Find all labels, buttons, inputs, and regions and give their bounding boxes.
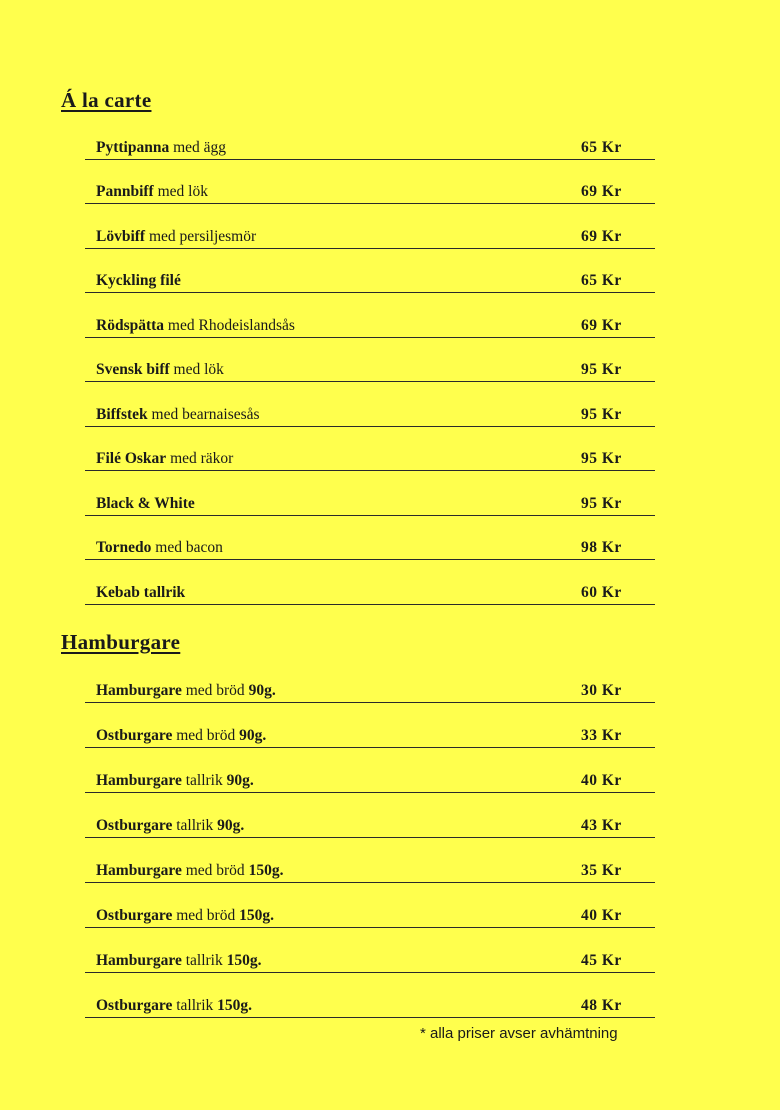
menu-item [85, 404, 655, 427]
menu-item [85, 270, 655, 293]
menu-item [85, 680, 655, 703]
section-title-a-la-carte: Á la carte [61, 88, 152, 112]
item-price: 95 Kr [581, 495, 622, 512]
menu-item [85, 537, 655, 560]
menu-item [85, 815, 655, 838]
menu-item [85, 950, 655, 973]
item-name: Rödspätta med Rhodeislandsås [96, 317, 295, 334]
item-price: 95 Kr [581, 361, 622, 378]
footnote: * alla priser avser avhämtning [420, 1025, 618, 1042]
item-name: Kebab tallrik [96, 584, 186, 601]
menu-item [85, 181, 655, 204]
item-name: Pannbiff med lök [96, 183, 208, 200]
item-name: Hamburgare tallrik 150g. [96, 952, 262, 969]
item-name: Hamburgare med bröd 150g. [96, 862, 284, 879]
menu-item [85, 905, 655, 928]
item-price: 35 Kr [581, 862, 622, 879]
item-price: 95 Kr [581, 406, 622, 423]
item-name: Filé Oskar med räkor [96, 450, 234, 467]
item-name: Ostburgare tallrik 90g. [96, 817, 245, 834]
item-name: Pyttipanna med ägg [96, 139, 227, 156]
menu-item [85, 359, 655, 382]
item-name: Ostburgare tallrik 150g. [96, 997, 253, 1014]
item-price: 43 Kr [581, 817, 622, 834]
menu-item [85, 725, 655, 748]
item-price: 95 Kr [581, 450, 622, 467]
item-price: 69 Kr [581, 183, 622, 200]
item-name: Hamburgare med bröd 90g. [96, 682, 276, 699]
item-price: 98 Kr [581, 539, 622, 556]
menu-item [85, 315, 655, 338]
item-price: 40 Kr [581, 772, 622, 789]
menu-item [85, 860, 655, 883]
menu-item [85, 137, 655, 160]
item-price: 65 Kr [581, 272, 622, 289]
item-name: Svensk biff med lök [96, 361, 224, 378]
item-price: 65 Kr [581, 139, 622, 156]
menu-item [85, 770, 655, 793]
section-title-hamburgare: Hamburgare [61, 630, 181, 654]
item-price: 45 Kr [581, 952, 622, 969]
item-price: 48 Kr [581, 997, 622, 1014]
menu-item [85, 493, 655, 516]
menu-item [85, 995, 655, 1018]
item-price: 69 Kr [581, 317, 622, 334]
item-price: 69 Kr [581, 228, 622, 245]
item-name: Biffstek med bearnaisesås [96, 406, 260, 423]
item-name: Ostburgare med bröd 150g. [96, 907, 274, 924]
item-name: Ostburgare med bröd 90g. [96, 727, 267, 744]
item-name: Tornedo med bacon [96, 539, 223, 556]
item-price: 40 Kr [581, 907, 622, 924]
item-name: Black & White [96, 495, 195, 512]
item-price: 30 Kr [581, 682, 622, 699]
item-price: 33 Kr [581, 727, 622, 744]
menu-item [85, 582, 655, 605]
item-price: 60 Kr [581, 584, 622, 601]
menu-item [85, 226, 655, 249]
menu-item [85, 448, 655, 471]
item-name: Lövbiff med persiljesmör [96, 228, 257, 245]
item-name: Kyckling filé [96, 272, 181, 289]
item-name: Hamburgare tallrik 90g. [96, 772, 254, 789]
